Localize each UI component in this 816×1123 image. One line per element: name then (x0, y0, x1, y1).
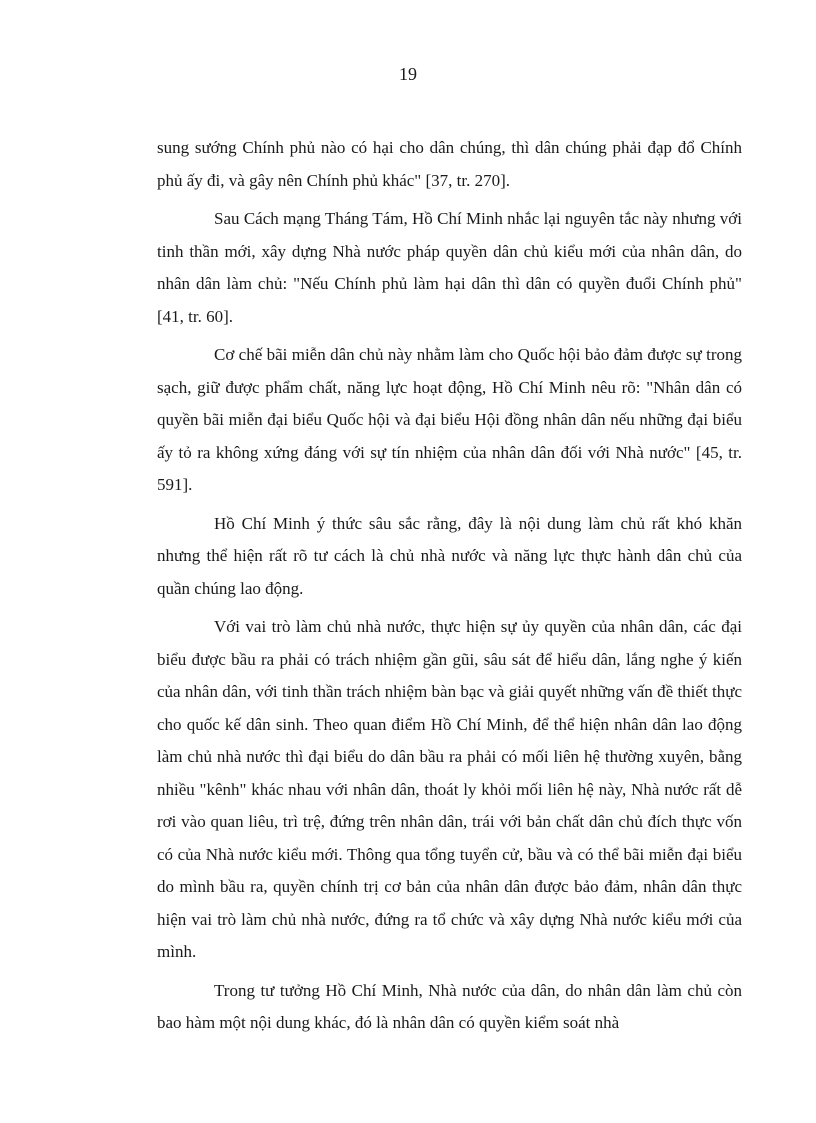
paragraph: Hồ Chí Minh ý thức sâu sắc rằng, đây là nội dung làm chủ rất khó khăn nhưng thể hiện rất rõ tư cách là chủ nhà nước và năng lực thực hành dân chủ của quần chúng lao động. (157, 513, 742, 598)
page-number: 19 (399, 64, 417, 84)
body-text (157, 132, 742, 1046)
paragraph-continuation: sung sướng Chính phủ nào có hại cho dân chúng, thì dân chúng phải đạp đổ Chính phủ ấy đi, và gây nên Chính phủ khác" [37, tr. 270]. (157, 138, 742, 190)
paragraph: Với vai trò làm chủ nhà nước, thực hiện sự ủy quyền của nhân dân, các đại biểu được bầu ra phải có trách nhiệm gần gũi, sâu sát để hiểu dân, lắng nghe ý kiến của nhân dân, với tinh thần trách nhiệm bàn bạc và giải quyết những vấn đề thiết thực cho quốc kế dân sinh. Theo quan điểm Hồ Chí Minh, để thể hiện nhân dân lao động làm chủ nhà nước thì đại biểu do dân bầu ra phải có mối liên hệ thường xuyên, bằng nhiều "kênh" khác nhau với nhân dân, thoát ly khỏi mối liên hệ này, Nhà nước rất dễ rơi vào quan liêu, trì trệ, đứng trên nhân dân, trái với bản chất dân chủ đích thực vốn có của Nhà nước kiểu mới. Thông qua tổng tuyển cử, bầu và có thể bãi miễn đại biểu do mình bầu ra, quyền chính trị cơ bản của nhân dân được bảo đảm, nhân dân thực hiện vai trò làm chủ nhà nước, đứng ra tổ chức và xây dựng Nhà nước kiểu mới của mình. (157, 617, 742, 961)
paragraph: Trong tư tưởng Hồ Chí Minh, Nhà nước của dân, do nhân dân làm chủ còn bao hàm một nội dung khác, đó là nhân dân có quyền kiểm soát nhà (157, 980, 742, 1032)
paragraph: Cơ chế bãi miễn dân chủ này nhằm làm cho Quốc hội bảo đảm được sự trong sạch, giữ được phẩm chất, năng lực hoạt động, Hồ Chí Minh nêu rõ: "Nhân dân có quyền bãi miễn đại biểu Quốc hội và đại biểu Hội đồng nhân dân nếu những đại biểu ấy tỏ ra không xứng đáng với sự tín nhiệm của nhân dân đối với Nhà nước" [45, tr. 591]. (157, 345, 742, 494)
paragraph: Sau Cách mạng Tháng Tám, Hồ Chí Minh nhắc lại nguyên tắc này nhưng với tinh thần mới, xây dựng Nhà nước pháp quyền dân chủ kiểu mới của nhân dân, do nhân dân làm chủ: "Nếu Chính phủ làm hại dân thì dân có quyền đuổi Chính phủ" [41, tr. 60]. (157, 209, 742, 326)
